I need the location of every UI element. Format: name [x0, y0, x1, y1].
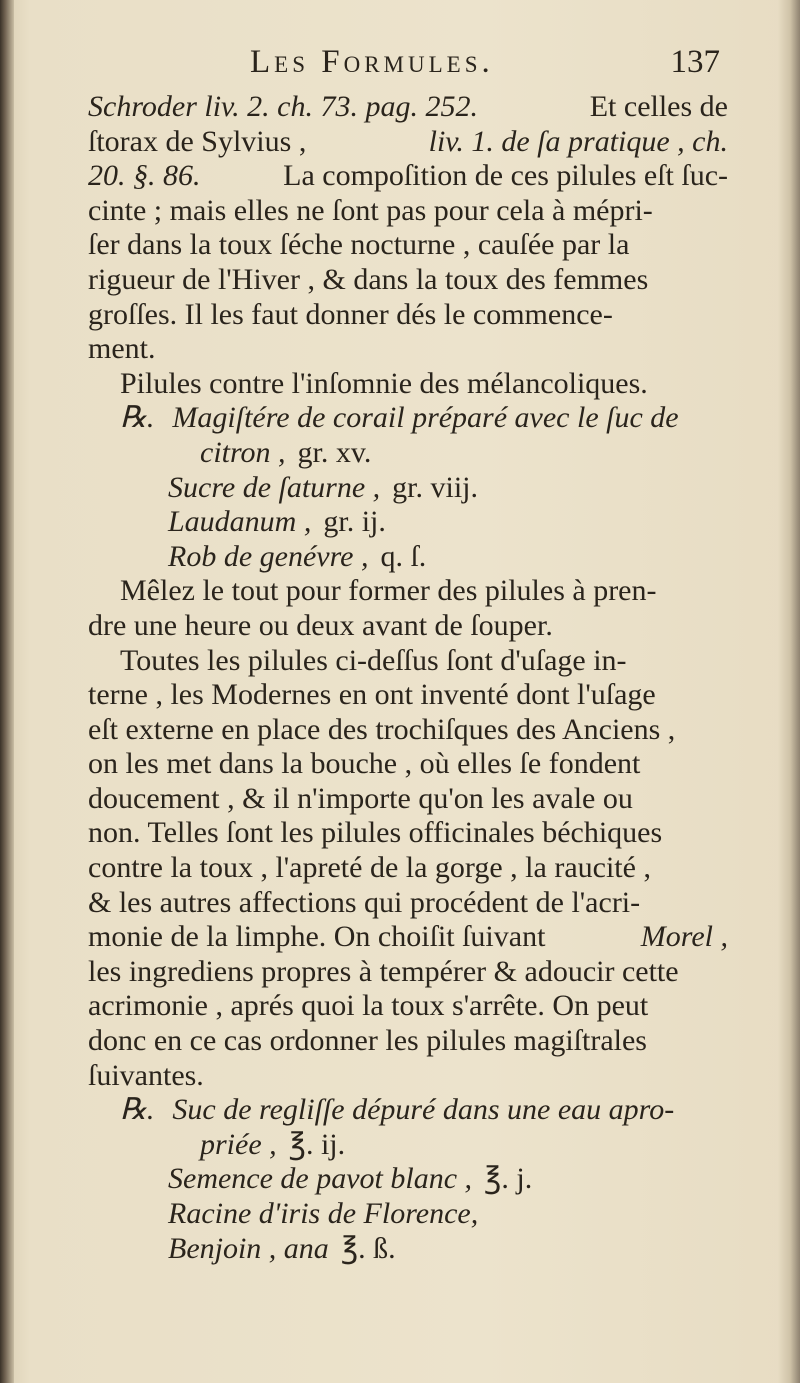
text-line-l31 — [88, 1128, 728, 1163]
text-line-l3 — [88, 159, 728, 194]
text-line-l19 — [88, 713, 728, 748]
text-segment: liv. 1. de ſa pratique , ch. — [428, 124, 728, 158]
text-line-l17 — [88, 644, 728, 679]
text-segment: ſtorax de Sylvius , — [88, 124, 307, 158]
text-line-l32 — [88, 1162, 728, 1197]
text-line-l21 — [88, 782, 728, 817]
running-title: Les Formules. — [250, 44, 494, 80]
text-segment: ſuivantes. — [88, 1058, 204, 1092]
text-segment: cinte ; mais elles ne ſont pas pour cela à mépri- — [88, 193, 653, 227]
text-line-l24 — [88, 886, 728, 921]
text-segment: doucement , & il n'importe qu'on les avale ou — [88, 781, 633, 815]
text-line-l5 — [88, 228, 728, 263]
text-segment: Pilules contre l'inſomnie des mélancoliques. — [120, 366, 648, 400]
text-segment: Sucre de ſaturne , — [168, 470, 381, 504]
text-segment: Suc de regliſſe dépuré dans une eau apro- — [172, 1093, 675, 1127]
text-line-l12 — [88, 471, 728, 506]
text-segment: & les autres affections qui procédent de l'acri- — [88, 885, 641, 919]
text-segment: on les met dans la bouche , où elles ſe fondent — [88, 747, 641, 781]
text-segment: les ingrediens propres à tempérer & adoucir cette — [88, 954, 679, 988]
text-line-l34 — [88, 1232, 728, 1267]
page-number: 137 — [670, 44, 720, 80]
text-line-l9 — [88, 367, 728, 402]
running-head — [250, 44, 720, 88]
body-text — [88, 90, 728, 1266]
recipe-symbol: ℞. — [120, 401, 155, 435]
text-segment: ℥. j. — [484, 1162, 533, 1196]
text-segment: q. ſ. — [380, 539, 427, 573]
text-segment: non. Telles ſont les pilules officinales béchiques — [88, 816, 663, 850]
text-segment: Rob de genévre , — [168, 539, 369, 573]
text-segment: ℥. ß. — [340, 1231, 396, 1265]
text-segment: citron , — [200, 435, 286, 469]
text-segment: ment. — [88, 332, 156, 366]
text-segment: monie de la limphe. On choiſit ſuivant — [88, 920, 546, 954]
text-line-l13 — [88, 505, 728, 540]
text-line-l20 — [88, 747, 728, 782]
text-segment: groſſes. Il les faut donner dés le commence- — [88, 297, 613, 331]
page-left-edge — [0, 0, 14, 1383]
text-line-l11 — [88, 436, 728, 471]
text-line-l8 — [88, 332, 728, 367]
text-segment: ſer dans la toux ſéche nocturne , cauſée par la — [88, 228, 630, 262]
text-line-l1 — [88, 90, 728, 125]
text-segment: priée , — [200, 1127, 277, 1161]
text-line-l25 — [88, 920, 728, 955]
text-segment: donc en ce cas ordonner les pilules magiſtrales — [88, 1024, 647, 1058]
text-line-l14 — [88, 540, 728, 575]
text-line-l2 — [88, 125, 728, 160]
recipe-symbol: ℞. — [120, 1093, 155, 1127]
text-segment: La compoſition de ces pilules eſt ſuc- — [283, 159, 728, 193]
text-segment: ℥. ij. — [288, 1127, 346, 1161]
text-line-l33 — [88, 1197, 728, 1232]
text-segment: Racine d'iris de Florence, — [168, 1197, 479, 1230]
text-line-l16 — [88, 609, 728, 644]
text-segment: 20. §. 86. — [88, 159, 201, 193]
text-segment: Mêlez le tout pour former des pilules à pren- — [120, 574, 657, 608]
text-segment: Semence de pavot blanc , — [168, 1162, 473, 1196]
text-segment: dre une heure ou deux avant de ſouper. — [88, 608, 553, 642]
text-segment: rigueur de l'Hiver , & dans la toux des femmes — [88, 262, 649, 296]
text-line-l7 — [88, 298, 728, 333]
page-right-edge — [778, 0, 800, 1383]
text-line-l28 — [88, 1024, 728, 1059]
text-line-l10 — [88, 401, 728, 436]
text-segment: Laudanum , — [168, 505, 312, 539]
text-segment: gr. viij. — [392, 470, 479, 504]
text-line-l18 — [88, 678, 728, 713]
text-line-l15 — [88, 574, 728, 609]
text-line-l6 — [88, 263, 728, 298]
text-segment: Toutes les pilules ci-deſſus ſont d'uſage in- — [120, 643, 627, 677]
text-segment: Et celles de — [589, 90, 728, 123]
text-line-l29 — [88, 1059, 728, 1094]
text-line-l23 — [88, 851, 728, 886]
text-segment: gr. ij. — [323, 505, 386, 539]
text-line-l22 — [88, 816, 728, 851]
text-segment: contre la toux , l'apreté de la gorge , la raucité , — [88, 851, 651, 885]
text-segment: Morel , — [640, 920, 728, 954]
text-line-l26 — [88, 955, 728, 990]
text-segment: terne , les Modernes en ont inventé dont l'uſage — [88, 678, 656, 712]
text-segment: Magiſtére de corail préparé avec le ſuc de — [172, 401, 679, 435]
text-line-l27 — [88, 989, 728, 1024]
text-segment: eſt externe en place des trochiſques des Anciens , — [88, 712, 676, 746]
text-segment: acrimonie , aprés quoi la toux s'arrête. On peut — [88, 989, 649, 1023]
text-segment: gr. xv. — [297, 435, 372, 469]
text-segment: Schroder liv. 2. ch. 73. pag. 252. — [88, 90, 478, 123]
text-line-l4 — [88, 194, 728, 229]
text-segment: Benjoin , ana — [168, 1231, 329, 1265]
text-line-l30 — [88, 1093, 728, 1128]
